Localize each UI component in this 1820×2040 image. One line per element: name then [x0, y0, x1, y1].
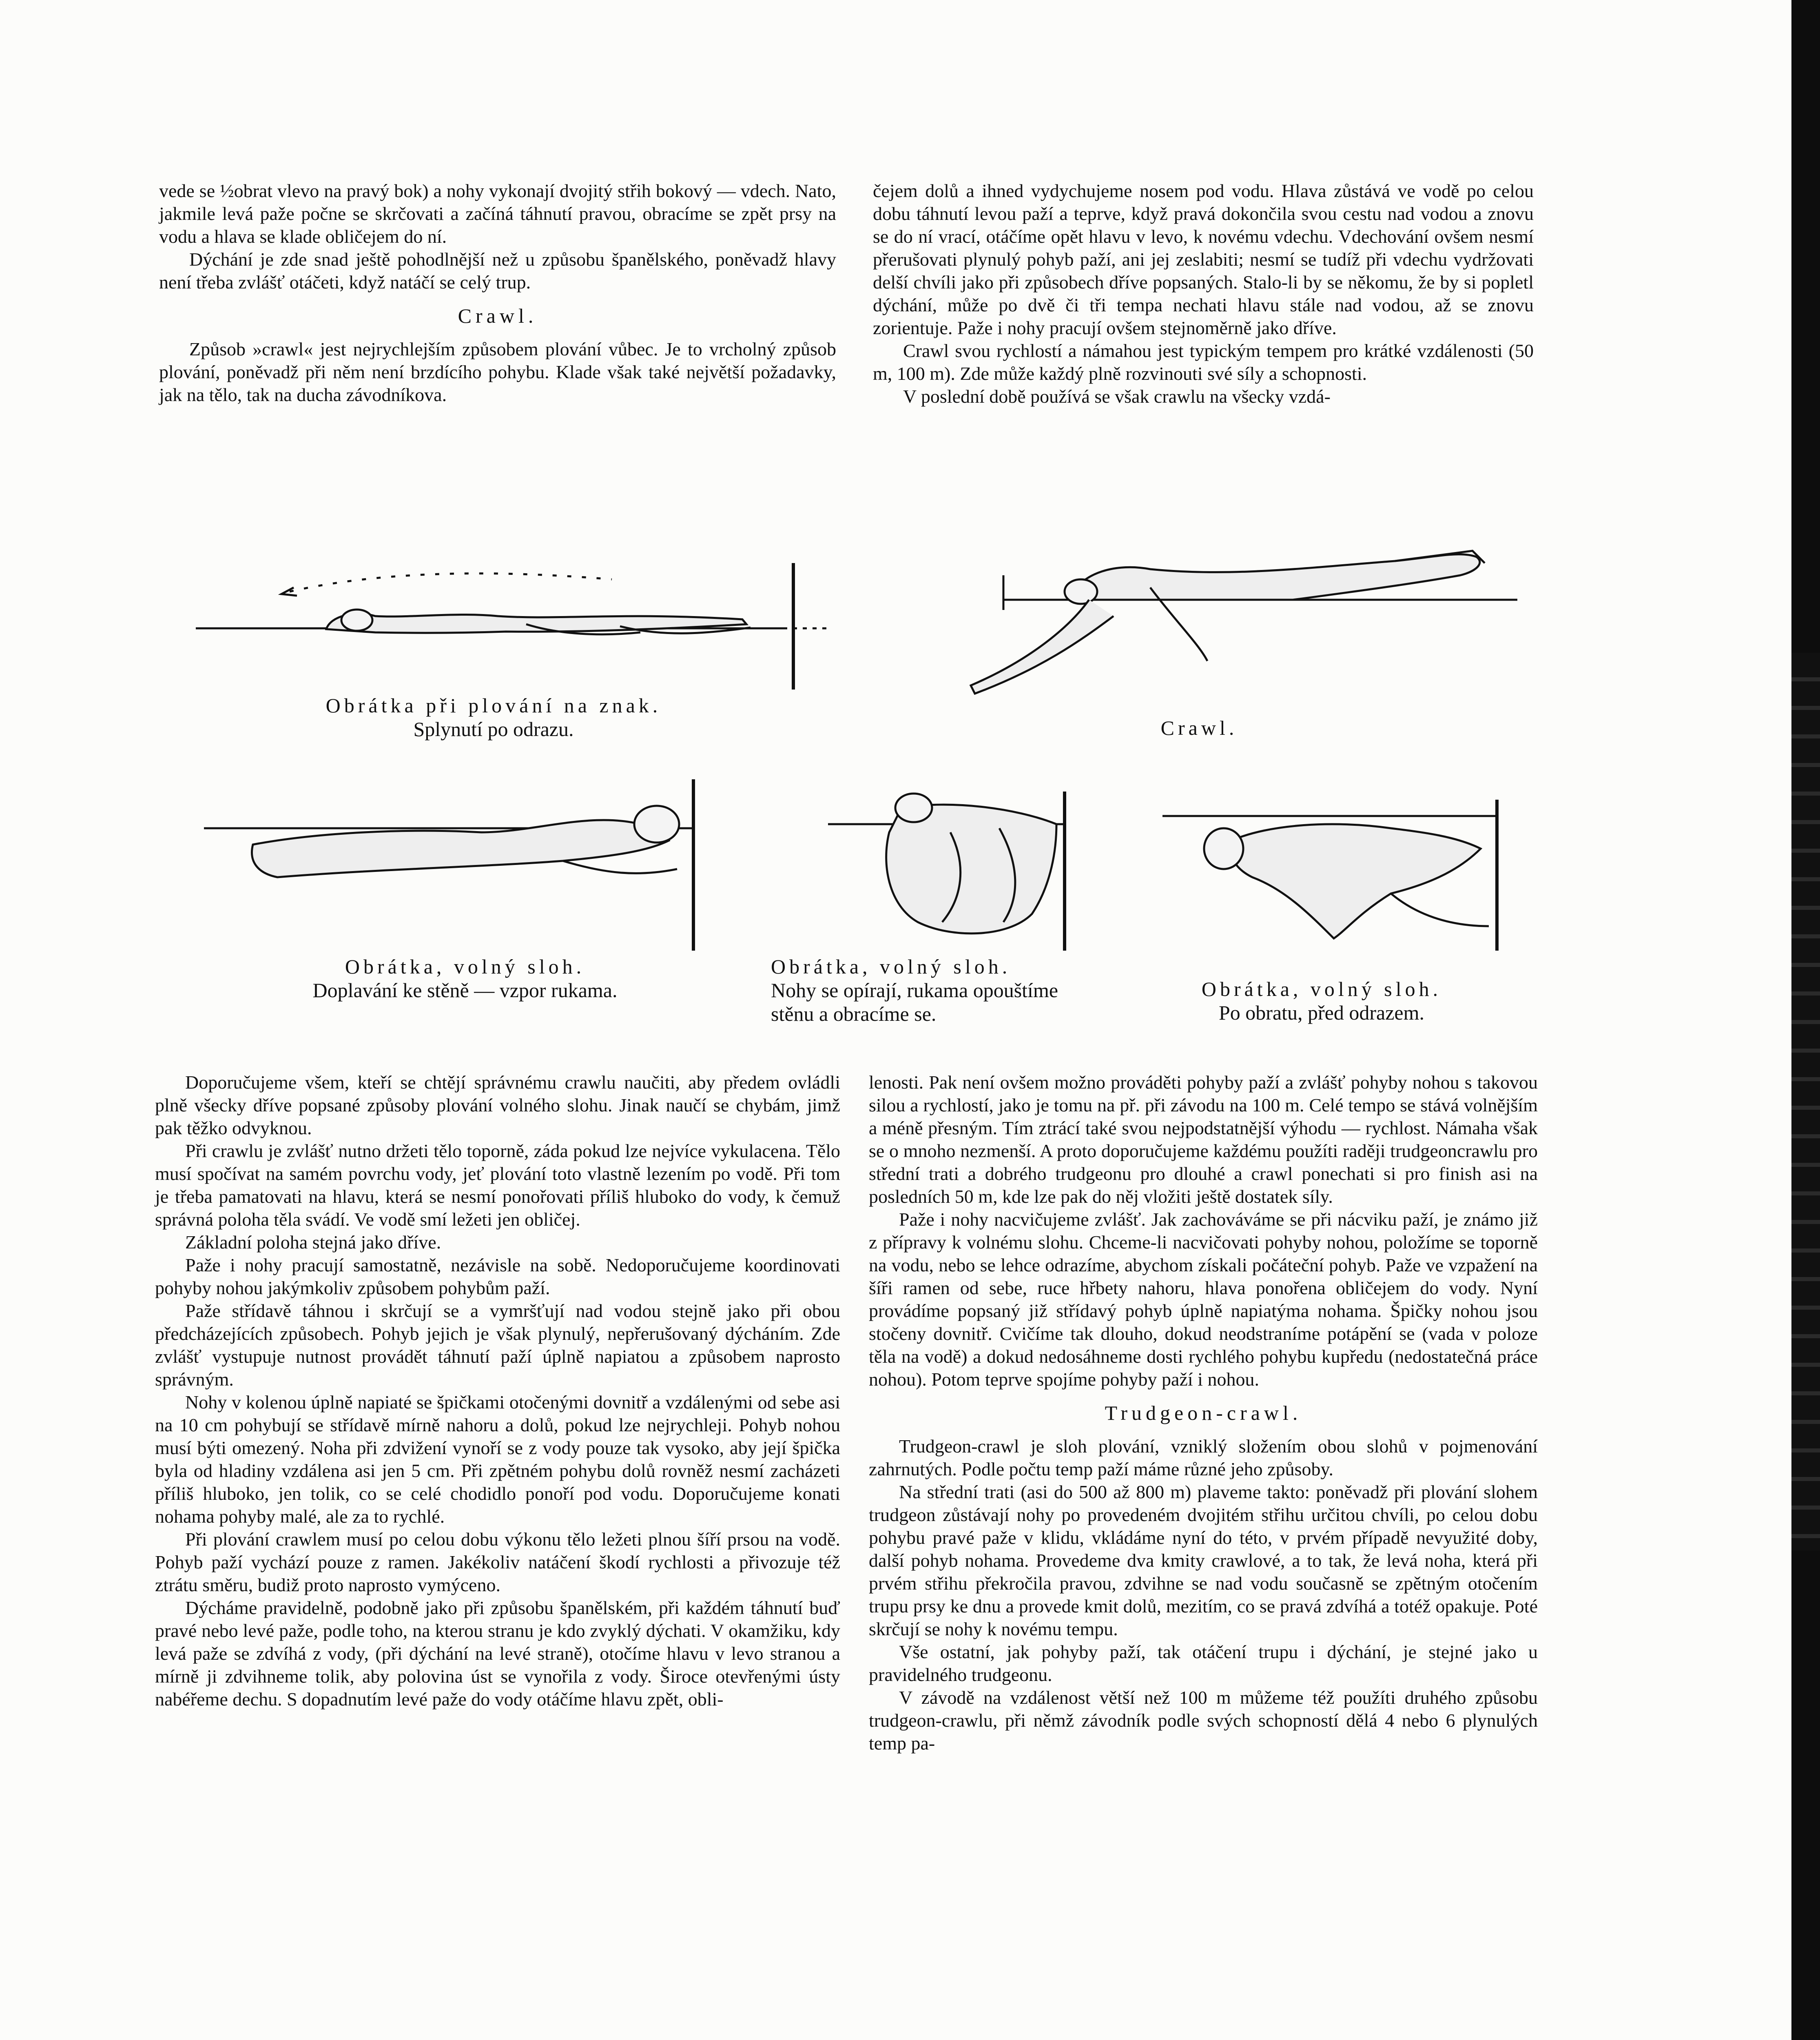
caption-figure-1 — [228, 694, 759, 741]
paragraph: Dýcháme pravidelně, podobně jako při způsobu španělském, při každém táhnutí buď pravé nebo levé paže, podle toho, na kterou stranu je kdo zvyklý dýchati. V okamžiku, kdy levá paže se zdvíhá z vody, (při dýchání na levé straně), otočíme hlavu v levo stranou a mírně ji zdvihneme tolik, aby polovina úst se vynořila z vody. Široce otevřenými ústy nabéřeme dechu. S dopadnutím levé paže do vody otáčíme hlavu zpět, obli- — [155, 1597, 840, 1710]
caption-title: Crawl. — [1160, 716, 1238, 739]
figure-crawl — [946, 539, 1517, 710]
caption-title: Obrátka, volný sloh. — [771, 955, 1011, 978]
paragraph: Doporučujeme všem, kteří se chtějí správnému crawlu naučiti, aby předem ovládli plně všecky dříve popsané způsoby plování volného slohu. Jinak naučí se chybám, jimž pak těžko odvyknou. — [155, 1072, 840, 1138]
paragraph: Základní poloha stejná jako dříve. — [185, 1232, 441, 1253]
caption-figure-3 — [265, 955, 665, 1002]
paragraph: Dýchání je zde snad ještě pohodlnější než u způsobu španělského, poněvadž hlavy není třeba zvlášť otáčeti, když natáčí se celý trup. — [159, 249, 836, 293]
paragraph: čejem dolů a ihned vydychujeme nosem pod vodu. Hlava zůstává ve vodě po celou dobu táhnutí levou paží a teprve, když pravá dokončila svou cestu nad vodou a znovu se do ní vrací, otáčíme opět hlavu v levo, k novému vdechu. Vdechování ovšem nesmí přerušovati plynulý pohyb paží, ani jej zeslabiti; nesmí se tudíž při vdechu vydržovati delší chvíli jako při způsobech dříve popsaných. Stalo-li by se někomu, že by si popletl dýchání, může po dvě či tři tempa nechati hlavu stále nad vodou, až se znovu zorientuje. Paže i nohy pracují ovšem stejnoměrně jako dříve. — [873, 180, 1534, 338]
paragraph: Crawl svou rychlostí a námahou jest typickým tempem pro krátké vzdálenosti (50 m, 100 m). Zde může každý plně rozvinouti své síly a schopnosti. — [873, 340, 1534, 384]
top-right-column — [873, 180, 1534, 408]
bottom-right-column — [869, 1071, 1538, 1755]
paragraph: lenosti. Pak není ovšem možno prováděti pohyby paží a zvlášť pohyby nohou s takovou silou a rychlostí, jako je tomu na př. při závodu na 100 m. Celé tempo se stává volnějším a méně přesným. Tím ztrácí také svou nejpodstatnější výhodu — rychlost. Námaha však se o mnoho nezmenší. A proto doporučujeme každému použíti raději trudgeoncrawlu pro střední trati a dobrého trudgeonu pro dlouhé a crawl ponechati si pro finish asi na posledních 50 m, kde lze pak do něj vložiti ještě dostatek síly. — [869, 1072, 1538, 1207]
caption-figure-5 — [1154, 977, 1489, 1024]
paragraph: Trudgeon-crawl je sloh plování, vzniklý složením obou slohů v pojmenování zahrnutých. Podle počtu temp paží máme různé jeho způsoby. — [869, 1436, 1538, 1479]
caption-title: Obrátka, volný sloh. — [345, 955, 585, 978]
caption-text: Splynutí po odrazu. — [413, 718, 574, 741]
paragraph: Vše ostatní, jak pohyby paží, tak otáčení trupu i dýchání, je stejné jako u pravidelného trudgeonu. — [869, 1641, 1538, 1685]
top-left-column — [159, 180, 836, 406]
paragraph: Při plování crawlem musí po celou dobu výkonu tělo ležeti plnou šíří prsou na vodě. Pohyb paží vychází pouze z ramen. Jakékoliv natáčení škodí rychlosti a přivozuje též ztrátu směru, budiž proto naprosto vymýceno. — [155, 1529, 840, 1595]
paragraph: Paže i nohy pracují samostatně, nezávisle na sobě. Nedoporučujeme koordinovati pohyby nohou jakýmkoliv způsobem pohybům paží. — [155, 1255, 840, 1298]
section-heading-trudgeon-crawl: Trudgeon-crawl. — [1105, 1401, 1302, 1424]
figure-backstroke-glide — [171, 555, 832, 702]
figure-freestyle-turn-push — [1162, 792, 1509, 955]
figure-freestyle-turn-tuck — [828, 783, 1114, 955]
paragraph: V závodě na vzdálenost větší než 100 m můžeme též použíti druhého způsobu trudgeon-crawlu, při němž závodník podle svých schopností dělá 4 nebo 6 plynulých temp pa- — [869, 1687, 1538, 1754]
caption-title: Obrátka při plování na znak. — [325, 694, 662, 717]
paragraph: Paže střídavě táhnou i skrčují se a vymršťují nad vodou stejně jako při obou předcházejících způsobech. Pohyb jejich je však plynulý, nepřerušovaný dýcháním. Zde zvlášť vystupuje nutnost provádět táhnutí paží úplně napiatou a způsobem naprosto správným. — [155, 1300, 840, 1390]
paragraph: Při crawlu je zvlášť nutno držeti tělo toporně, záda pokud lze nejvíce vykulacena. Tělo musí spočívat na samém povrchu vody, jeť plování toto vlastně lezením po vodě. Při tom je třeba pamatovati na hlavu, která se nesmí ponořovati příliš hluboko do vody, k čemuž správná poloha těla svádí. Ve vodě smí ležeti jen obličej. — [155, 1140, 840, 1230]
caption-text: Doplavání ke stěně — vzpor rukama. — [312, 979, 618, 1002]
paragraph: V poslední době používá se však crawlu na všecky vzdá- — [903, 386, 1331, 407]
paragraph: Nohy v kolenou úplně napiaté se špičkami otočenými dovnitř a vzdálenými od sebe asi na 10 cm pohybují se střídavě mírně nahoru a dolů, pokud lze nejrychleji. Pohyb nohou musí býti omezený. Noha při zdvižení vynoří se z vody pouze tak vysoko, aby její špička byla od hladiny vzdálena asi jen 5 cm. Při zpětném pohybu dolů rovněž nesmí zacházeti příliš hluboko, jen tolik, co se celé chodidlo ponoří pod vodu. Doporučujeme konati nohama pohyby malé, ale za to rychlé. — [155, 1392, 840, 1527]
figure-freestyle-turn-approach — [196, 771, 706, 955]
paragraph: vede se ½obrat vlevo na pravý bok) a nohy vykonají dvojitý střih bokový — vdech. Nato, jakmile levá paže počne se skrčovati a začíná táhnutí pravou, obracíme se zpět prsy na vodu a hlava se klade obličejem do ní. — [159, 180, 836, 247]
bottom-left-column — [155, 1071, 840, 1711]
caption-figure-2 — [1077, 716, 1322, 740]
caption-figure-4 — [771, 955, 1105, 1026]
paragraph: Paže i nohy nacvičujeme zvlášť. Jak zachováváme se při nácviku paží, je známo již z přípravy k volnému slohu. Chceme-li nacvičovati pohyby nohou, položíme se toporně na vodu, nebo se lehce odrazíme, abychom získali počáteční pohyb. Paže ve vzpažení na šíři ramen od sebe, ruce hřbety nahoru, hlava ponořena obličejem do vody. Nyní provádíme popsaný již střídavý pohyb úplně napiatýma nohama. Špičky nohou jsou stočeny dovnitř. Cvičíme tak dlouho, dokud neodstraníme potápění se (vada v poloze těla na vodě) a dokud nedosáhneme dosti rychlého pohybu kupředu (nedostatečná práce nohou). Potom teprve spojíme pohyby paží i nohou. — [869, 1209, 1538, 1390]
section-heading-crawl: Crawl. — [458, 304, 538, 327]
caption-title: Obrátka, volný sloh. — [1201, 978, 1442, 1000]
page-edge-binding — [1791, 653, 1820, 1550]
paragraph: Na střední trati (asi do 500 až 800 m) plaveme takto: poněvadž při plování slohem trudgeon zůstávají nohy po provedeném dvojitém střihu určitou chvíli, po celou dobu pohybu pravé paže v klidu, vkládáme nyní do této, v prvém případě nevyužité doby, další pohyb nohama. Provedeme dva kmity crawlové, a to tak, že levá noha, která při prvém střihu překročila pravou, zdvihne se nad vodu současně se zpětným otočením trupu prsy ke dnu a provede kmit dolů, mezitím, co se pravá zdvíhá a totéž opakuje. Poté skrčují se nohy k novému tempu. — [869, 1481, 1538, 1639]
caption-text: Po obratu, před odrazem. — [1218, 1001, 1424, 1024]
paragraph: Způsob »crawl« jest nejrychlejším způsobem plování vůbec. Je to vrcholný způsob plování, poněvadž při něm není brzdícího pohybu. Klade však také největší požadavky, jak na tělo, tak na ducha závodníkova. — [159, 339, 836, 405]
caption-text: Nohy se opírají, rukama opouštíme stěnu a obracíme se. — [771, 979, 1058, 1025]
